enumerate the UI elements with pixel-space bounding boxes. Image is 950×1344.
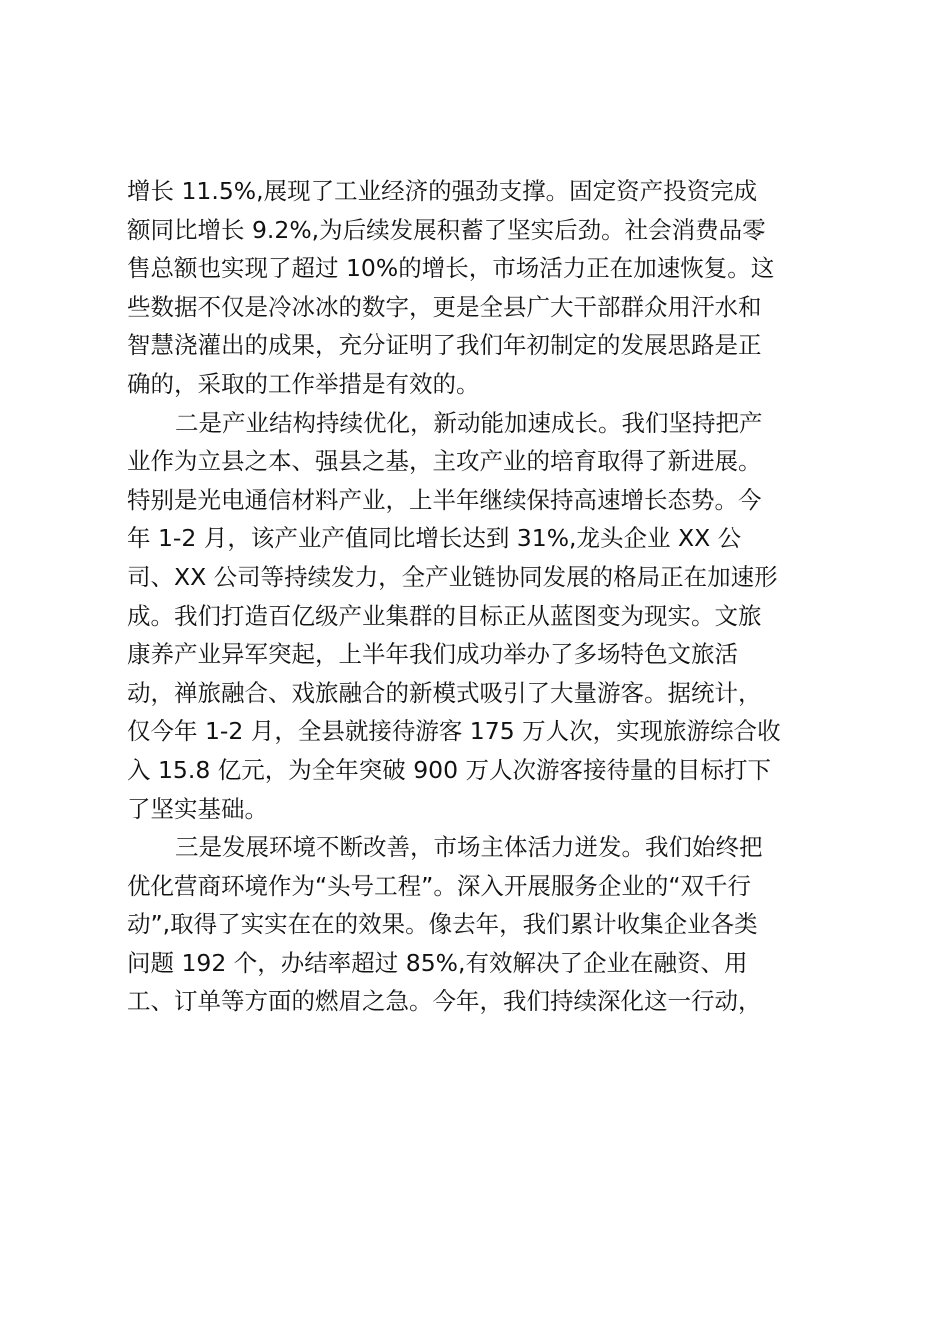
text-line: 成。我们打造百亿级产业集群的目标正从蓝图变为现实。文旅: [127, 601, 762, 630]
text-line: 司、XX 公司等持续发力，全产业链协同发展的格局正在加速形: [127, 562, 778, 591]
body-text: [127, 172, 837, 1021]
text-line: 工、订单等方面的燃眉之急。今年，我们持续深化这一行动，: [127, 987, 762, 1016]
text-line: 智慧浇灌出的成果，充分证明了我们年初制定的发展思路是正: [127, 331, 762, 360]
text-line: 问题 192 个，办结率超过 85%,有效解决了企业在融资、用: [127, 948, 748, 977]
paragraph-first-line: 三是发展环境不断改善，市场主体活力迸发。我们始终把: [175, 833, 763, 862]
text-line: 动，禅旅融合、戏旅融合的新模式吸引了大量游客。据统计，: [127, 678, 762, 707]
text-line: 确的，采取的工作举措是有效的。: [127, 369, 480, 398]
text-line: 动”,取得了实实在在的效果。像去年，我们累计收集企业各类: [127, 910, 758, 939]
text-line: 了坚实基础。: [127, 794, 268, 823]
text-line: 入 15.8 亿元，为全年突破 900 万人次游客接待量的目标打下: [127, 755, 772, 784]
text-line: 售总额也实现了超过 10%的增长，市场活力正在加速恢复。这: [127, 254, 775, 283]
text-line: 业作为立县之本、强县之基，主攻产业的培育取得了新进展。: [127, 447, 762, 476]
text-line: 康养产业异军突起，上半年我们成功举办了多场特色文旅活: [127, 640, 738, 669]
text-line: 年 1-2 月，该产业产值同比增长达到 31%,龙头企业 XX 公: [127, 524, 742, 553]
text-line: 仅今年 1-2 月，全县就接待游客 175 万人次，实现旅游综合收: [127, 717, 781, 746]
text-line: 些数据不仅是冷冰冰的数字，更是全县广大干部群众用汗水和: [127, 292, 762, 321]
paragraph-first-line: 二是产业结构持续优化，新动能加速成长。我们坚持把产: [175, 408, 763, 437]
text-line: 增长 11.5%,展现了工业经济的强劲支撑。固定资产投资完成: [127, 177, 758, 205]
text-line: 额同比增长 9.2%,为后续发展积蓄了坚实后劲。社会消费品零: [127, 215, 766, 244]
text-line: 优化营商环境作为“头号工程”。深入开展服务企业的“双千行: [127, 871, 752, 900]
text-line: 特别是光电通信材料产业，上半年继续保持高速增长态势。今: [127, 485, 762, 514]
